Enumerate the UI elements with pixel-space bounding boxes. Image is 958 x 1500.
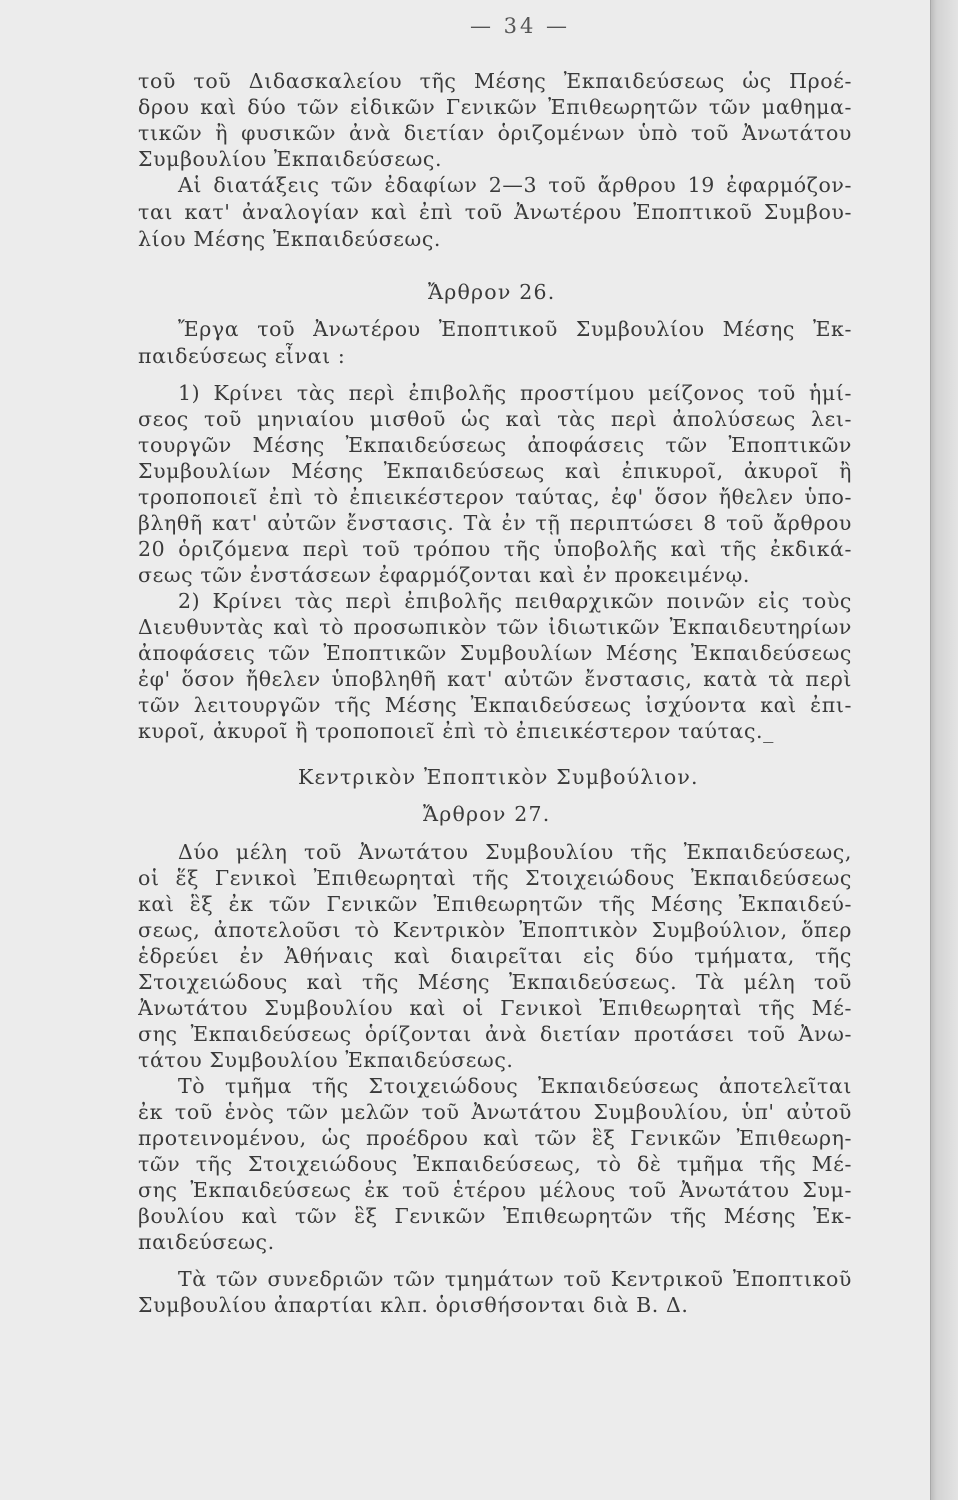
page-edge [930, 0, 958, 1500]
text-line: Συμβουλίου Ἐκπαιδεύσεως. [138, 147, 443, 171]
text-line: Συμβουλίου ἀπαρτίαι κλπ. ὁρισθήσονται διὰ Β. Δ. [138, 1293, 689, 1317]
text-line: Αἱ διατάξεις τῶν ἐδαφίων 2—3 τοῦ ἄρθρου 19 ἐφαρμόζον- [178, 173, 852, 197]
text-line: κυροῖ, ἀκυροῖ ἢ τροποποιεῖ ἐπὶ τὸ ἐπιεικέστερον ταύτας._ [138, 719, 775, 743]
page-number: — 34 — [469, 14, 571, 38]
article-heading-26: Ἄρθρον 26. [428, 280, 556, 304]
section-title: Κεντρικὸν Ἐποπτικὸν Συμβούλιον. [298, 765, 699, 789]
text-line: παιδεύσεως. [138, 1230, 275, 1254]
text-line: Τὰ τῶν συνεδριῶν τῶν τμημάτων τοῦ Κεντρικοῦ Ἐποπτικοῦ [178, 1267, 852, 1291]
text-line: τῶν τῆς Στοιχειώδους Ἐκπαιδεύσεως, τὸ δὲ τμῆμα τῆς Μέ- [138, 1152, 852, 1176]
text-line: σεως τῶν ἐνστάσεων ἐφαρμόζονται καὶ ἐν προκειμένῳ. [138, 563, 751, 587]
text-line: Συμβουλίων Μέσης Ἐκπαιδεύσεως καὶ ἐπικυροῖ, ἀκυροῖ ἢ [138, 459, 852, 483]
text-line: ἑδρεύει ἐν Ἀθήναις καὶ διαιρεῖται εἰς δύο τμήματα, τῆς [138, 944, 852, 968]
text-line: λίου Μέσης Ἐκπαιδεύσεως. [138, 227, 442, 251]
text-line: προτεινομένου, ὡς προέδρου καὶ τῶν ἓξ Γενικῶν Ἐπιθεωρη- [138, 1126, 852, 1150]
text-line: 1) Κρίνει τὰς περὶ ἐπιβολῆς προστίμου μείζονος τοῦ ἡμί- [178, 381, 852, 405]
text-line: Ἔργα τοῦ Ἀνωτέρου Ἐποπτικοῦ Συμβουλίου Μέσης Ἐκ- [178, 317, 852, 341]
text-line: τουργῶν Μέσης Ἐκπαιδεύσεως ἀποφάσεις τῶν Ἐποπτικῶν [138, 433, 852, 457]
article-heading-27: Ἄρθρον 27. [423, 802, 551, 826]
text-line: σης Ἐκπαιδεύσεως ὁρίζονται ἀνὰ διετίαν προτάσει τοῦ Ἀνω- [138, 1022, 852, 1046]
text-line: τικῶν ἢ φυσικῶν ἀνὰ διετίαν ὁριζομένων ὑπὸ τοῦ Ἀνωτάτου [138, 121, 852, 145]
text-line: Τὸ τμῆμα τῆς Στοιχειώδους Ἐκπαιδεύσεως ἀποτελεῖται [178, 1074, 852, 1098]
text-line: ται κατ' ἀναλογίαν καὶ ἐπὶ τοῦ Ἀνωτέρου Ἐποπτικοῦ Συμβου- [138, 200, 852, 224]
text-line: τῶν λειτουργῶν τῆς Μέσης Ἐκπαιδεύσεως ἰσχύοντα καὶ ἐπι- [138, 693, 852, 717]
text-line: βληθῆ κατ' αὐτῶν ἔνστασις. Τὰ ἐν τῇ περιπτώσει 8 τοῦ ἄρθρου [138, 511, 852, 535]
text-line: Διευθυντὰς καὶ τὸ προσωπικὸν τῶν ἰδιωτικῶν Ἐκπαιδευτηρίων [138, 615, 852, 639]
text-line: σης Ἐκπαιδεύσεως ἐκ τοῦ ἑτέρου μέλους τοῦ Ἀνωτάτου Συμ- [138, 1178, 852, 1202]
text-line: Στοιχειώδους καὶ τῆς Μέσης Ἐκπαιδεύσεως. Τὰ μέλη τοῦ [138, 970, 852, 994]
text-line: 20 ὁριζόμενα περὶ τοῦ τρόπου τῆς ὑποβολῆς καὶ τῆς ἐκδικά- [138, 537, 852, 561]
text-line: 2) Κρίνει τὰς περὶ ἐπιβολῆς πειθαρχικῶν ποινῶν εἰς τοὺς [178, 589, 852, 613]
text-line: Δύο μέλη τοῦ Ἀνωτάτου Συμβουλίου τῆς Ἐκπαιδεύσεως, [178, 840, 852, 864]
text-line: καὶ ἓξ ἐκ τῶν Γενικῶν Ἐπιθεωρητῶν τῆς Μέσης Ἐκπαιδεύ- [138, 892, 852, 916]
text-line: Ἀνωτάτου Συμβουλίου καὶ οἱ Γενικοὶ Ἐπιθεωρηταὶ τῆς Μέ- [138, 996, 852, 1020]
text-line: ἐκ τοῦ ἑνὸς τῶν μελῶν τοῦ Ἀνωτάτου Συμβουλίου, ὑπ' αὐτοῦ [138, 1100, 852, 1124]
text-line: τροποποιεῖ ἐπὶ τὸ ἐπιεικέστερον ταύτας, ἐφ' ὅσον ἤθελεν ὑπο- [138, 485, 852, 509]
text-line: ἐφ' ὅσον ἤθελεν ὑποβληθῆ κατ' αὐτῶν ἔνστασις, κατὰ τὰ περὶ [138, 667, 852, 691]
text-line: ἀποφάσεις τῶν Ἐποπτικῶν Συμβουλίων Μέσης Ἐκπαιδεύσεως [138, 641, 852, 665]
text-line: τοῦ τοῦ Διδασκαλείου τῆς Μέσης Ἐκπαιδεύσεως ὡς Προέ- [138, 69, 852, 93]
text-line: σεος τοῦ μηνιαίου μισθοῦ ὡς καὶ τὰς περὶ ἀπολύσεως λει- [138, 407, 852, 431]
text-line: οἱ ἕξ Γενικοὶ Ἐπιθεωρηταὶ τῆς Στοιχειώδους Ἐκπαιδεύσεως [138, 866, 852, 890]
text-line: παιδεύσεως εἶναι : [138, 344, 346, 368]
text-line: δρου καὶ δύο τῶν εἰδικῶν Γενικῶν Ἐπιθεωρητῶν τῶν μαθημα- [138, 95, 852, 119]
text-line: βουλίου καὶ τῶν ἓξ Γενικῶν Ἐπιθεωρητῶν τῆς Μέσης Ἐκ- [138, 1204, 852, 1228]
text-line: τάτου Συμβουλίου Ἐκπαιδεύσεως. [138, 1048, 514, 1072]
text-line: σεως, ἀποτελοῦσι τὸ Κεντρικὸν Ἐποπτικὸν Συμβούλιον, ὅπερ [138, 918, 852, 942]
